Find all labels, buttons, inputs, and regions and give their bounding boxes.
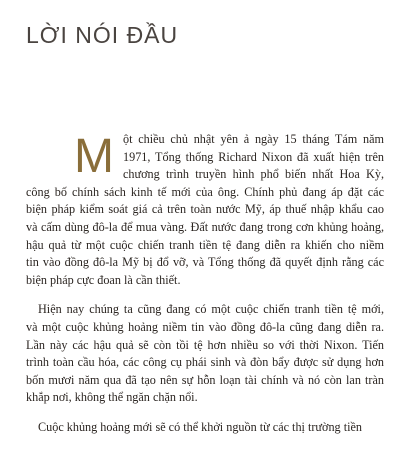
paragraph-line: khắp nơi, không thể ngăn chặn nổi.	[26, 390, 198, 405]
paragraph-line: Hiện nay chúng ta cũng đang có một cuộc chiến tranh tiền tệ mới,	[38, 302, 384, 317]
paragraph-line: biện pháp cực đoan là cần thiết.	[26, 272, 181, 287]
chapter-heading: LỜI NÓI ĐẦU	[26, 22, 179, 48]
paragraph-1	[26, 130, 384, 289]
paragraph-line: Cuộc khủng hoảng mới sẽ có thể khởi nguồn từ các thị trường tiền	[38, 419, 362, 434]
paragraph-2	[26, 301, 384, 407]
paragraph-line: trình toàn cầu hóa, các công cụ phái sinh và đòn bẩy được sử dụng hơn	[26, 355, 384, 370]
paragraph-line: và cấm dùng đô-la để mua vàng. Đất nước đang trong cơn khủng hoảng,	[26, 219, 384, 234]
paragraph-line: và một cuộc khủng hoảng niềm tin vào đồng đô-la cũng đang diễn ra.	[26, 319, 384, 334]
body-text	[26, 130, 384, 449]
paragraph-line: hậu quả từ một cuộc chiến tranh tiền tệ đang diễn ra khiến cho niềm	[26, 237, 384, 252]
paragraph-line: 1971, Tổng thống Richard Nixon đã xuất hiện trên	[123, 149, 384, 164]
drop-cap: M	[74, 130, 114, 183]
paragraph-3	[38, 419, 384, 437]
paragraph-line: công bố chính sách kinh tế mới của ông. Chính phủ đang áp đặt các	[26, 184, 384, 199]
paragraph-line: tin vào đồng đô-la Mỹ bị đổ vỡ, và Tổng thống đã quyết định rằng các	[26, 255, 384, 270]
paragraph-line: chương trình truyền hình phổ biến nhất Hoa Kỳ,	[123, 167, 384, 182]
paragraph-line: Lần này các hậu quả sẽ còn tồi tệ hơn nhiều so với thời Nixon. Tiến	[26, 337, 384, 352]
paragraph-line: biện pháp kiểm soát giá cả trên toàn nước Mỹ, áp thuế nhập khẩu cao	[26, 202, 384, 217]
paragraph-line: ột chiều chủ nhật yên ả ngày 15 tháng Tám năm	[123, 132, 384, 146]
paragraph-line: bốn mươi năm qua đã tạo nên sự hỗn loạn tài chính và nó còn lan tràn	[26, 372, 384, 387]
